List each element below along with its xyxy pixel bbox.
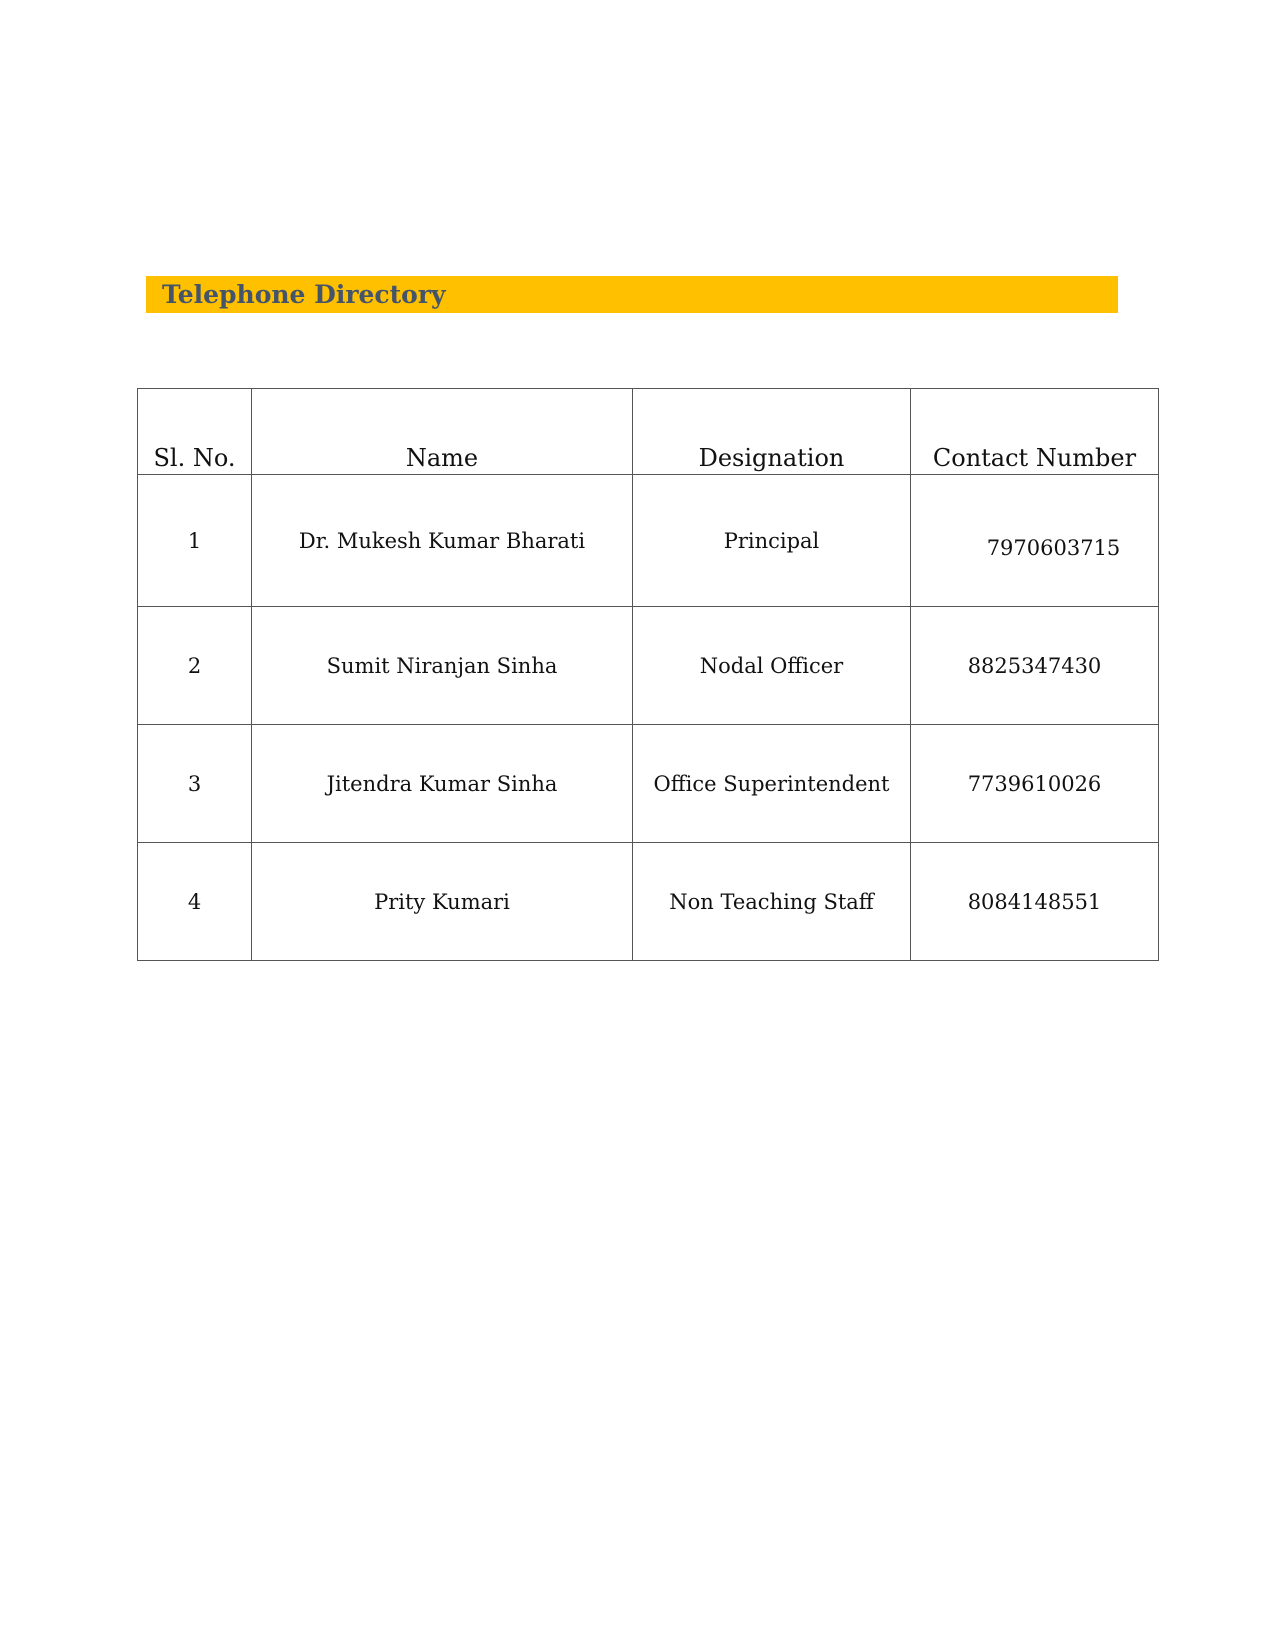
- cell-contact-number: 7739610026: [911, 725, 1159, 843]
- table-row: [138, 725, 1159, 843]
- header-name: Name: [252, 389, 633, 475]
- cell-sl-no: 3: [138, 725, 252, 843]
- title-banner: [146, 276, 1118, 313]
- cell-sl-no: 1: [138, 475, 252, 607]
- table-row: [138, 475, 1159, 607]
- cell-sl-no: 4: [138, 843, 252, 961]
- cell-name: Dr. Mukesh Kumar Bharati: [252, 475, 633, 607]
- telephone-directory-table: [137, 388, 1159, 961]
- cell-contact-number: 8084148551: [911, 843, 1159, 961]
- cell-contact-number: 8825347430: [911, 607, 1159, 725]
- cell-name: Prity Kumari: [252, 843, 633, 961]
- header-designation: Designation: [633, 389, 911, 475]
- cell-name: Jitendra Kumar Sinha: [252, 725, 633, 843]
- page-title: Telephone Directory: [162, 280, 446, 309]
- cell-sl-no: 2: [138, 607, 252, 725]
- cell-contact-number: 7970603715: [911, 475, 1159, 607]
- header-sl-no: Sl. No.: [138, 389, 252, 475]
- cell-designation: Non Teaching Staff: [633, 843, 911, 961]
- header-contact-number: Contact Number: [911, 389, 1159, 475]
- cell-designation: Office Superintendent: [633, 725, 911, 843]
- table-header-row: [138, 389, 1159, 475]
- cell-name: Sumit Niranjan Sinha: [252, 607, 633, 725]
- cell-designation: Principal: [633, 475, 911, 607]
- cell-designation: Nodal Officer: [633, 607, 911, 725]
- table-row: [138, 607, 1159, 725]
- table-row: [138, 843, 1159, 961]
